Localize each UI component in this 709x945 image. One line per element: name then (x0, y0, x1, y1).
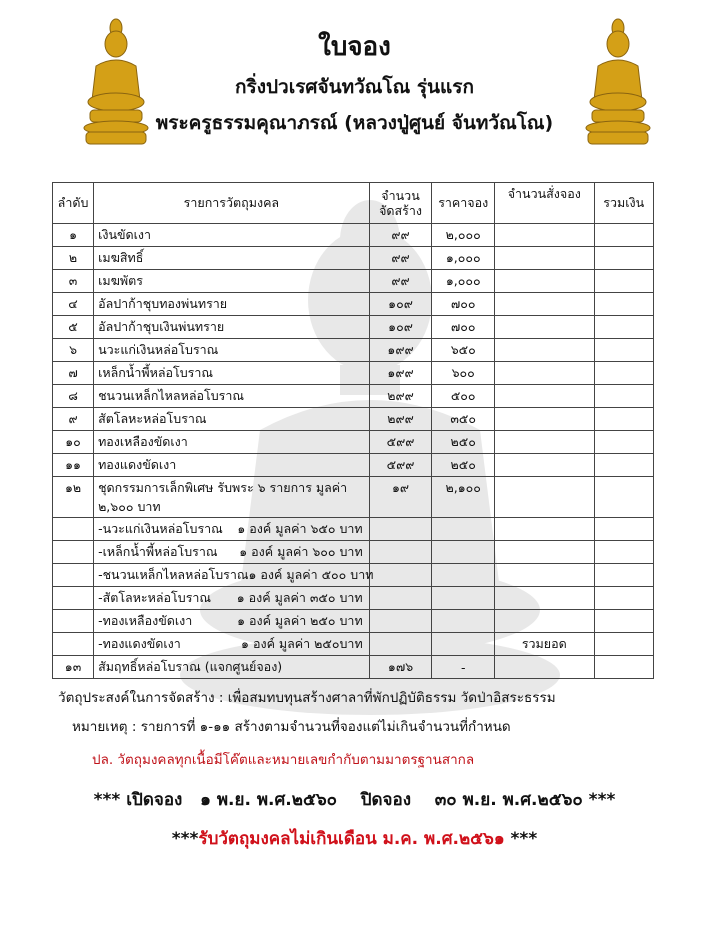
order-qty-cell[interactable] (495, 385, 594, 408)
row-name: ทองแดงขัดเงา (94, 454, 370, 477)
row-price: ๗๐๐ (432, 316, 495, 339)
row-price: ๗๐๐ (432, 293, 495, 316)
empty-cell (594, 656, 654, 679)
amulet-title: กริ่งปวเรศจันทวัณโณ รุ่นแรก (234, 76, 474, 98)
set-item (94, 587, 370, 610)
row-price: ๒๕๐ (432, 431, 495, 454)
empty-cell (495, 610, 594, 633)
empty-cell (53, 633, 94, 656)
row-no: ๑๑ (53, 454, 94, 477)
empty-cell (53, 518, 94, 541)
table-header-row (53, 183, 654, 224)
receive-text: รับวัตถุมงคลไม่เกินเดือน ม.ค. พ.ศ.๒๕๖๑ (198, 829, 505, 849)
dates-suffix: *** (582, 790, 616, 810)
row-qty: ๒๙๙ (369, 385, 432, 408)
empty-cell (53, 610, 94, 633)
ps-text: ปล. วัตถุมงคลทุกเนื้อมีโค๊ตและหมายเลขกำกับตามมาตรฐานสากล (92, 752, 475, 768)
table-row (53, 454, 654, 477)
set-item-name: -ชนวนเหล็กไหลหล่อโบราณ (98, 567, 249, 582)
grand-total-cell[interactable] (594, 633, 654, 656)
set-item-name: -เหล็กน้ำพี้หล่อโบราณ (98, 544, 218, 559)
row-no: ๗ (53, 362, 94, 385)
row-no: ๒ (53, 247, 94, 270)
set-row (53, 477, 654, 518)
set-item (94, 564, 374, 587)
empty-cell (432, 587, 495, 610)
header-qty-line1: จำนวน (381, 188, 420, 203)
purpose-text: วัตถุประสงค์ในการจัดสร้าง : เพื่อสมทบทุนสร้างศาลาที่พักปฏิบัติธรรม วัดป่าอิสระธรรม (58, 690, 556, 706)
row-name: เงินขัดเงา (94, 224, 370, 247)
row-qty: ๙๙ (369, 224, 432, 247)
set-item-row (53, 518, 654, 541)
order-qty-cell[interactable] (495, 224, 594, 247)
order-qty-cell[interactable] (495, 316, 594, 339)
table-row (53, 247, 654, 270)
form-title: ใบจอง (318, 32, 391, 62)
empty-cell (495, 564, 594, 587)
remark-text: หมายเหตุ : รายการที่ ๑-๑๑ สร้างตามจำนวนที่จองแต่ไม่เกินจำนวนที่กำหนด (72, 719, 511, 735)
order-qty-cell[interactable] (495, 339, 594, 362)
set-item-row (53, 610, 654, 633)
row-no: ๑๓ (53, 656, 94, 679)
row-no: ๖ (53, 339, 94, 362)
order-table (52, 182, 654, 679)
row-qty: ๒๙๙ (369, 408, 432, 431)
order-qty-cell[interactable] (495, 247, 594, 270)
receive-prefix: *** (171, 829, 199, 849)
set-item (94, 633, 370, 656)
row-total-cell[interactable] (594, 316, 654, 339)
empty-cell (369, 610, 432, 633)
table-row (53, 431, 654, 454)
row-no: ๓ (53, 270, 94, 293)
row-price: ๒,๑๐๐ (432, 477, 495, 518)
order-qty-cell[interactable] (495, 454, 594, 477)
row-total-cell[interactable] (594, 293, 654, 316)
order-qty-cell[interactable] (495, 408, 594, 431)
table-row (53, 293, 654, 316)
table-row (53, 362, 654, 385)
row-total-cell[interactable] (594, 408, 654, 431)
close-label: ปิดจอง (360, 790, 411, 810)
row-price: ๖๕๐ (432, 339, 495, 362)
empty-cell (369, 564, 432, 587)
set-item (94, 541, 370, 564)
empty-cell (369, 633, 432, 656)
order-qty-cell[interactable] (495, 270, 594, 293)
set-item-value: ๑ องค์ มูลค่า ๖๕๐ บาท (237, 521, 363, 536)
row-total-cell[interactable] (594, 477, 654, 518)
row-no: ๑ (53, 224, 94, 247)
row-price: ๓๕๐ (432, 408, 495, 431)
row-price: ๖๐๐ (432, 362, 495, 385)
table-row (53, 385, 654, 408)
table-row (53, 270, 654, 293)
empty-cell (53, 587, 94, 610)
set-item (94, 610, 370, 633)
order-qty-cell[interactable] (495, 362, 594, 385)
table-row (53, 408, 654, 431)
empty-cell (495, 518, 594, 541)
open-date: ๑ พ.ย. พ.ศ.๒๕๖๐ (200, 790, 337, 810)
set-item-row (53, 564, 654, 587)
row-qty: ๕๙๙ (369, 454, 432, 477)
row-name: ชนวนเหล็กไหลหล่อโบราณ (94, 385, 370, 408)
receive-suffix: *** (504, 829, 538, 849)
row-total-cell[interactable] (594, 339, 654, 362)
row-no: ๑๐ (53, 431, 94, 454)
row-no: ๙ (53, 408, 94, 431)
row-name: อัลปาก้าชุบทองพ่นทราย (94, 293, 370, 316)
table-row (53, 316, 654, 339)
empty-cell (594, 541, 654, 564)
set-item-name: -ทองแดงขัดเงา (98, 636, 181, 651)
empty-cell (495, 656, 594, 679)
row-price: ๑,๐๐๐ (432, 247, 495, 270)
row-no: ๕ (53, 316, 94, 339)
order-qty-cell[interactable] (495, 293, 594, 316)
row-no: ๘ (53, 385, 94, 408)
header-total: รวมเงิน (594, 183, 654, 224)
set-item-row (53, 587, 654, 610)
empty-cell (369, 587, 432, 610)
row-total-cell[interactable] (594, 431, 654, 454)
row-total-cell[interactable] (594, 224, 654, 247)
row-price: ๒,๐๐๐ (432, 224, 495, 247)
set-item-value: ๑ องค์ มูลค่า ๓๕๐ บาท (236, 590, 363, 605)
grand-total-label: รวมยอด (495, 633, 594, 656)
close-date: ๓๐ พ.ย. พ.ศ.๒๕๖๐ (434, 790, 583, 810)
row-qty: ๑๗๖ (369, 656, 432, 679)
empty-cell (369, 518, 432, 541)
row-qty: ๕๙๙ (369, 431, 432, 454)
header-name: รายการวัตถุมงคล (94, 183, 370, 224)
empty-cell (495, 541, 594, 564)
row-total-cell[interactable] (594, 362, 654, 385)
empty-cell (432, 564, 495, 587)
empty-cell (594, 564, 654, 587)
header-price: ราคาจอง (432, 183, 495, 224)
row-qty: ๑๙๙ (369, 339, 432, 362)
row-name: นวะแก่เงินหล่อโบราณ (94, 339, 370, 362)
empty-cell (53, 564, 94, 587)
set-item-name: -ทองเหลืองขัดเงา (98, 613, 193, 628)
table-row (53, 656, 654, 679)
set-item-value: ๑ องค์ มูลค่า ๕๐๐ บาท (248, 567, 374, 582)
set-item-value: ๑ องค์ มูลค่า ๒๕๐บาท (241, 636, 363, 651)
header-order: จำนวนสั่งจอง (495, 183, 594, 224)
row-no: ๔ (53, 293, 94, 316)
empty-cell (432, 610, 495, 633)
set-item-name: -นวะแก่เงินหล่อโบราณ (98, 521, 223, 536)
row-total-cell[interactable] (594, 247, 654, 270)
empty-cell (432, 633, 495, 656)
row-qty: ๙๙ (369, 247, 432, 270)
row-name: เมฆสิทธิ์ (94, 247, 370, 270)
order-qty-cell[interactable] (495, 477, 594, 518)
row-name: เหล็กน้ำพี้หล่อโบราณ (94, 362, 370, 385)
row-no: ๑๒ (53, 477, 94, 518)
row-name: สัมฤทธิ์หล่อโบราณ (แจกศูนย์จอง) (94, 656, 370, 679)
row-name: ชุดกรรมการเล็กพิเศษ รับพระ ๖ รายการ มูลค่า ๒,๖๐๐ บาท (94, 477, 370, 518)
set-item-value: ๑ องค์ มูลค่า ๒๕๐ บาท (237, 613, 363, 628)
row-name: อัลปาก้าชุบเงินพ่นทราย (94, 316, 370, 339)
row-name: เมฆพัตร (94, 270, 370, 293)
set-item-row (53, 633, 654, 656)
header-qty (369, 183, 432, 224)
monk-name: พระครูธรรมคุณาภรณ์ (หลวงปู่ศูนย์ จันทวัณโณ) (155, 112, 554, 134)
empty-cell (594, 610, 654, 633)
receive-notice (0, 825, 709, 852)
set-item (94, 518, 370, 541)
row-price: ๒๕๐ (432, 454, 495, 477)
row-total-cell[interactable] (594, 270, 654, 293)
empty-cell (495, 587, 594, 610)
empty-cell (369, 541, 432, 564)
row-qty: ๑๙ (369, 477, 432, 518)
set-item-row (53, 541, 654, 564)
row-price: ๑,๐๐๐ (432, 270, 495, 293)
empty-cell (594, 587, 654, 610)
empty-cell (432, 518, 495, 541)
table-row (53, 339, 654, 362)
set-item-name: -สัตโลหะหล่อโบราณ (98, 590, 212, 605)
empty-cell (432, 541, 495, 564)
row-qty: ๑๐๙ (369, 316, 432, 339)
empty-cell (53, 541, 94, 564)
row-qty: ๑๙๙ (369, 362, 432, 385)
row-total-cell[interactable] (594, 385, 654, 408)
order-qty-cell[interactable] (495, 431, 594, 454)
booking-dates (0, 786, 709, 813)
empty-cell (594, 518, 654, 541)
row-name: สัตโลหะหล่อโบราณ (94, 408, 370, 431)
row-price: - (432, 656, 495, 679)
header-no: ลำดับ (53, 183, 94, 224)
row-price: ๕๐๐ (432, 385, 495, 408)
set-item-value: ๑ องค์ มูลค่า ๖๐๐ บาท (239, 544, 363, 559)
header-qty-line2: จัดสร้าง (379, 203, 422, 218)
row-name: ทองเหลืองขัดเงา (94, 431, 370, 454)
row-qty: ๙๙ (369, 270, 432, 293)
row-total-cell[interactable] (594, 454, 654, 477)
table-row (53, 224, 654, 247)
row-qty: ๑๐๙ (369, 293, 432, 316)
open-label: เปิดจอง (126, 790, 183, 810)
dates-prefix: *** (93, 790, 127, 810)
